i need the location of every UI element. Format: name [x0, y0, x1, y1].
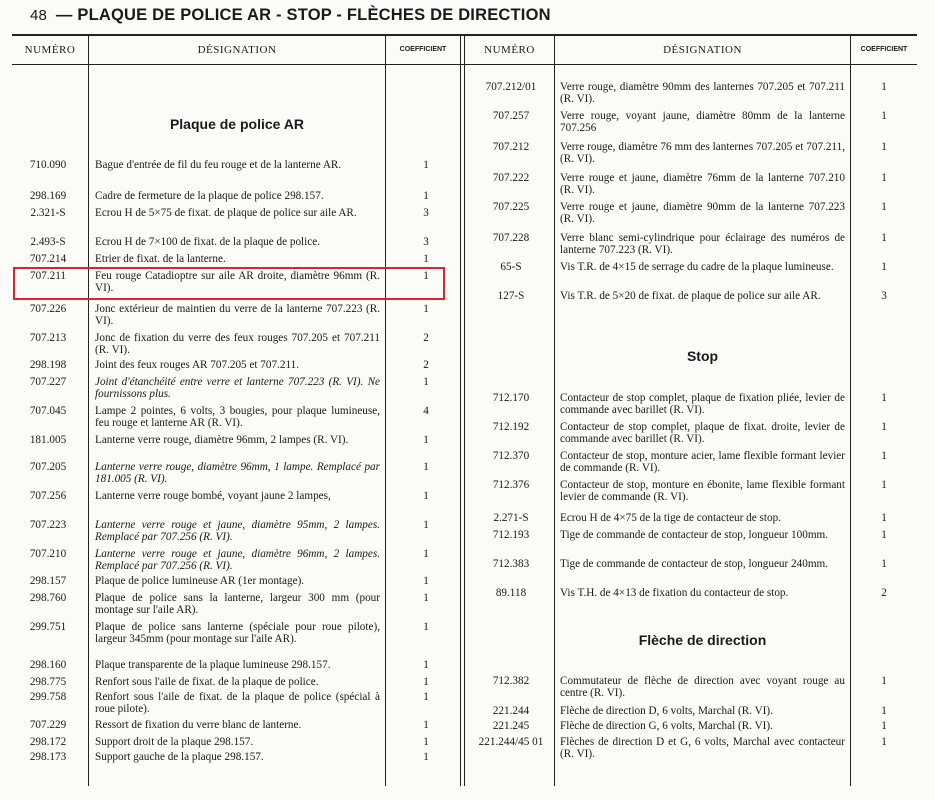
part-number: 707.256 [29, 490, 67, 502]
part-number: 712.376 [492, 479, 530, 491]
part-number: 181.005 [29, 434, 67, 446]
part-number: 712.192 [492, 421, 530, 433]
part-number: 712.382 [492, 675, 530, 687]
part-coefficient: 1 [881, 172, 887, 184]
part-coefficient: 1 [881, 261, 887, 273]
part-designation: Jonc de fixation du verre des feux rouges 707.205 et 707.211 (R. VI). [95, 332, 380, 356]
part-coefficient: 1 [423, 751, 429, 763]
part-designation: Bague d'entrée de fil du feu rouge et de la lanterne AR. [95, 159, 342, 171]
part-coefficient: 1 [423, 159, 429, 171]
part-number: 707.222 [492, 172, 530, 184]
part-number: 2.321-S [30, 207, 66, 219]
part-coefficient: 1 [423, 303, 429, 315]
part-number: 710.090 [29, 159, 67, 171]
part-coefficient: 1 [423, 575, 429, 587]
part-number: 707.212 [492, 141, 530, 153]
part-designation: Support gauche de la plaque 298.157. [95, 751, 264, 763]
part-coefficient: 1 [881, 110, 887, 122]
part-coefficient: 1 [423, 434, 429, 446]
col-divider [88, 36, 89, 786]
part-designation: Contacteur de stop complet, plaque de fixat. droite, levier de commande avec barillet (R. VI). [560, 421, 845, 445]
part-designation: Vis T.R. de 4×15 de serrage du cadre de la plaque lumineuse. [560, 261, 834, 273]
part-designation: Ecrou H de 4×75 de la tige de contacteur de stop. [560, 512, 781, 524]
highlight-box [13, 267, 445, 300]
part-coefficient: 1 [423, 676, 429, 688]
part-designation: Lanterne verre rouge bombé, voyant jaune 2 lampes, [95, 490, 331, 502]
col-header-numero: NUMÉRO [24, 44, 76, 56]
page-header [30, 6, 920, 28]
part-coefficient: 1 [423, 659, 429, 671]
part-designation: Ressort de fixation du verre blanc de lanterne. [95, 719, 302, 731]
part-designation: Jonc extérieur de maintien du verre de la lanterne 707.223 (R. VI). [95, 303, 380, 327]
part-number: 65-S [500, 261, 522, 273]
part-number: 221.244/45 01 [478, 736, 544, 748]
part-number: 299.751 [29, 621, 67, 633]
part-number: 707.205 [29, 461, 67, 473]
col-header-designation: DÉSIGNATION [663, 44, 742, 56]
page-number: 48 [30, 7, 48, 24]
part-coefficient: 1 [423, 519, 429, 531]
part-number: 298.173 [29, 751, 67, 763]
part-coefficient: 2 [423, 332, 429, 344]
part-number: 707.210 [29, 548, 67, 560]
part-designation: Lampe 2 pointes, 6 volts, 3 bougies, pour plaque lumineuse, feu rouge et lanterne AR (R. VI). [95, 405, 380, 429]
part-designation: Flèche de direction G, 6 volts, Marchal (R. VI). [560, 720, 773, 732]
part-number: 707.257 [492, 110, 530, 122]
part-number: 298.172 [29, 736, 67, 748]
part-number: 298.160 [29, 659, 67, 671]
part-coefficient: 1 [423, 253, 429, 265]
part-designation: Lanterne verre rouge, diamètre 96mm, 1 lampe. Remplacé par 181.005 (R. VI). [95, 461, 380, 485]
part-number: 707.212/01 [485, 81, 537, 93]
part-number: 221.245 [492, 720, 530, 732]
part-number: 2.271-S [493, 512, 529, 524]
part-coefficient: 1 [881, 720, 887, 732]
part-coefficient: 1 [881, 705, 887, 717]
part-coefficient: 4 [423, 405, 429, 417]
part-designation: Flèche de direction D, 6 volts, Marchal (R. VI). [560, 705, 773, 717]
part-number: 707.223 [29, 519, 67, 531]
part-coefficient: 1 [881, 529, 887, 541]
part-number: 298.775 [29, 676, 67, 688]
part-designation: Tige de commande de contacteur de stop, longueur 240mm. [560, 558, 829, 570]
part-number: 712.193 [492, 529, 530, 541]
part-designation: Plaque de police sans la lanterne, largeur 300 mm (pour montage sur l'aile AR). [95, 592, 380, 616]
part-designation: Ecrou H de 5×75 de fixat. de plaque de police sur aile AR. [95, 207, 357, 219]
part-coefficient: 1 [881, 558, 887, 570]
part-coefficient: 1 [423, 592, 429, 604]
part-number: 298.169 [29, 190, 67, 202]
part-number: 127-S [497, 290, 525, 302]
part-designation: Joint d'étanchéité entre verre et lanterne 707.223 (R. VI). Ne fournissons plus. [95, 376, 380, 400]
part-designation: Renfort sous l'aile de fixat. de la plaque de police (spécial à roue pilote). [95, 691, 380, 715]
part-coefficient: 1 [423, 190, 429, 202]
part-coefficient: 1 [881, 392, 887, 404]
part-number: 707.214 [29, 253, 67, 265]
part-coefficient: 2 [423, 359, 429, 371]
part-designation: Vis T.R. de 5×20 de fixat. de plaque de police sur aile AR. [560, 290, 821, 302]
part-coefficient: 3 [423, 236, 429, 248]
part-number: 712.370 [492, 450, 530, 462]
part-designation: Support droit de la plaque 298.157. [95, 736, 254, 748]
col-divider [554, 36, 555, 786]
part-designation: Commutateur de flèche de direction avec voyant rouge au centre (R. VI). [560, 675, 845, 699]
part-number: 2.493-S [30, 236, 66, 248]
part-designation: Renfort sous l'aile de fixat. de la plaque de police. [95, 676, 319, 688]
part-coefficient: 1 [881, 81, 887, 93]
part-coefficient: 1 [881, 675, 887, 687]
section-title-stop: Stop [686, 348, 719, 364]
part-designation: Plaque de police sans lanterne (spéciale pour roue pilote), largeur 345mm (pour montage sur l'aile AR). [95, 621, 380, 645]
part-coefficient: 1 [423, 490, 429, 502]
part-coefficient: 1 [881, 201, 887, 213]
part-number: 221.244 [492, 705, 530, 717]
part-designation: Feu rouge Catadioptre sur aile AR droite, diamètre 96mm (R. VI). [95, 270, 380, 294]
col-header-coefficient: COEFFICIENT [399, 46, 447, 53]
col-header-numero: NUMÉRO [484, 44, 535, 56]
part-designation: Verre rouge et jaune, diamètre 90mm de la lanterne 707.223 (R. VI). [560, 201, 845, 225]
part-number: 707.211 [30, 270, 66, 282]
part-number: 298.157 [29, 575, 67, 587]
part-designation: Vis T.H. de 4×13 de fixation du contacteur de stop. [560, 587, 789, 599]
part-coefficient: 1 [881, 421, 887, 433]
part-designation: Verre rouge, voyant jaune, diamètre 80mm de la lanterne 707.256 [560, 110, 845, 134]
part-designation: Contacteur de stop, monture acier, lame flexible formant levier de commande (R. VI). [560, 450, 845, 474]
col-header-designation: DÉSIGNATION [197, 44, 277, 56]
part-designation: Etrier de fixat. de la lanterne. [95, 253, 226, 265]
part-number: 707.226 [29, 303, 67, 315]
part-coefficient: 1 [881, 479, 887, 491]
part-number: 707.045 [29, 405, 67, 417]
part-designation: Plaque de police lumineuse AR (1er montage). [95, 575, 305, 587]
part-designation: Contacteur de stop complet, plaque de fixation pliée, levier de commande avec barillet (R. VI). [560, 392, 845, 416]
part-designation: Lanterne verre rouge et jaune, diamètre 95mm, 2 lampes. Remplacé par 707.256 (R. VI). [95, 519, 380, 543]
part-designation: Verre rouge et jaune, diamètre 76mm de la lanterne 707.210 (R. VI). [560, 172, 845, 196]
part-coefficient: 1 [881, 736, 887, 748]
part-designation: Cadre de fermeture de la plaque de police 298.157. [95, 190, 324, 202]
part-number: 298.198 [29, 359, 67, 371]
section-title-fleche: Flèche de direction [638, 632, 767, 648]
part-coefficient: 3 [881, 290, 887, 302]
part-coefficient: 1 [423, 461, 429, 473]
part-designation: Flèches de direction D et G, 6 volts, Marchal avec contacteur (R. VI). [560, 736, 845, 760]
part-number: 707.213 [29, 332, 67, 344]
part-number: 712.170 [492, 392, 530, 404]
part-coefficient: 2 [881, 587, 887, 599]
part-coefficient: 1 [423, 376, 429, 388]
part-number: 712.383 [492, 558, 530, 570]
part-designation: Contacteur de stop, monture en ébonite, lame flexible formant levier de commande (R. VI). [560, 479, 845, 503]
part-number: 299.758 [29, 691, 67, 703]
part-coefficient: 1 [881, 450, 887, 462]
part-designation: Lanterne verre rouge et jaune, diamètre 96mm, 2 lampes. Remplacé par 707.256 (R. VI). [95, 548, 380, 572]
section-title-plaque: Plaque de police AR [169, 116, 305, 132]
part-coefficient: 1 [881, 512, 887, 524]
part-designation: Tige de commande de contacteur de stop, longueur 100mm. [560, 529, 829, 541]
part-designation: Verre blanc semi-cylindrique pour éclairage des numéros de lanterne 707.223 (R. VI). [560, 232, 845, 256]
part-coefficient: 1 [423, 548, 429, 560]
part-coefficient: 1 [423, 621, 429, 633]
part-coefficient: 1 [423, 270, 429, 282]
page-title: — PLAQUE DE POLICE AR - STOP - FLÈCHES DE DIRECTION [55, 6, 551, 24]
part-coefficient: 1 [423, 691, 429, 703]
part-coefficient: 1 [423, 736, 429, 748]
part-designation: Lanterne verre rouge, diamètre 96mm, 2 lampes (R. VI). [95, 434, 349, 446]
part-number: 298.760 [29, 592, 67, 604]
part-designation: Ecrou H de 7×100 de fixat. de la plaque de police. [95, 236, 321, 248]
part-coefficient: 3 [423, 207, 429, 219]
part-coefficient: 1 [423, 719, 429, 731]
part-number: 707.228 [492, 232, 530, 244]
col-header-coefficient: COEFFICIENT [860, 46, 908, 53]
part-coefficient: 1 [881, 141, 887, 153]
part-coefficient: 1 [881, 232, 887, 244]
part-designation: Verre rouge, diamètre 76 mm des lanternes 707.205 et 707.211, (R. VI). [560, 141, 845, 165]
part-number: 707.227 [29, 376, 67, 388]
part-designation: Verre rouge, diamètre 90mm des lanternes 707.205 et 707.211 (R. VI). [560, 81, 845, 105]
part-number: 707.229 [29, 719, 67, 731]
part-designation: Plaque transparente de la plaque lumineuse 298.157. [95, 659, 331, 671]
part-number: 707.225 [492, 201, 530, 213]
part-designation: Joint des feux rouges AR 707.205 et 707.211. [95, 359, 300, 371]
part-number: 89.118 [495, 587, 527, 599]
